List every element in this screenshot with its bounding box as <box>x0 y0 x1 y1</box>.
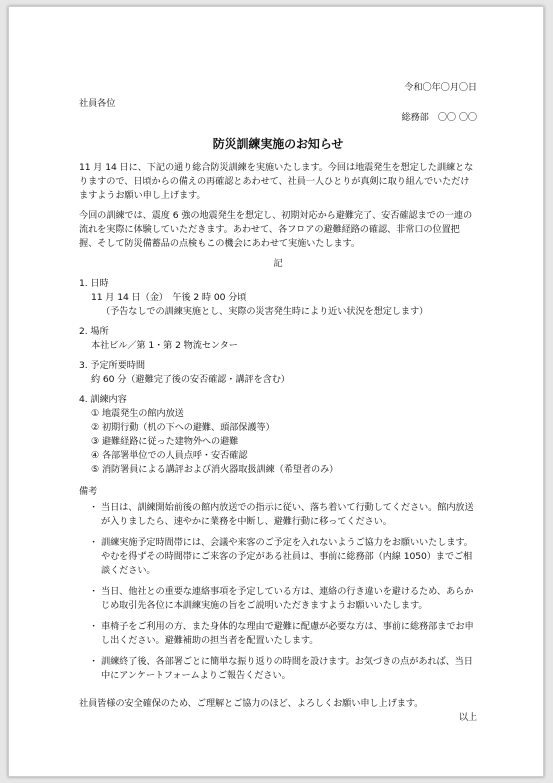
ijou-text: 以上 <box>458 712 477 723</box>
bullet-icon: ・ <box>89 502 99 513</box>
section-line: 約 60 分（避難完了後の安否確認・講評を含む） <box>91 374 290 385</box>
section-line: （予告なしでの訓練実施とし、実際の災害発生時により近い状況を想定します） <box>101 306 429 317</box>
note-text: 訓練実施予定時間帯には、会議や来客のご予定を入れないようご協力をお願いいたします。やむを得ずその時間帯にご来客の予定がある社員は、事前に総務部（内線 1050）までご相談ください。 <box>101 537 473 576</box>
section-datetime <box>79 277 477 319</box>
section-content <box>79 393 477 477</box>
recipient: 社員各位 <box>79 98 116 109</box>
list-item: ④ 各部署単位での人員点呼・安否確認 <box>91 450 248 461</box>
bullet-icon: ・ <box>89 656 99 667</box>
list-item: ③ 避難経路に従った建物外への避難 <box>91 436 239 447</box>
section-heading: 3. 予定所要時間 <box>79 360 145 371</box>
document-title: 防災訓練実施のお知らせ <box>212 137 344 151</box>
sender: 総務部 〇〇 〇〇 <box>401 112 477 123</box>
bullet-icon: ・ <box>89 586 99 597</box>
intro-paragraph-1: 11 月 14 日に、下記の通り総合防災訓練を実施いたします。今回は地震発生を想定した訓練となりますので、日頃からの備えの再確認とあわせて、社員一人ひとりが真剣に取り組んでいただけますようお願い申し上げます。 <box>79 162 474 201</box>
document-page <box>8 6 544 777</box>
list-item: ② 初期行動（机の下への避難、頭部保護等） <box>91 422 275 433</box>
note-text: 当日は、訓練開始前後の館内放送での指示に従い、落ち着いて行動してください。館内放送が入りましたら、速やかに業務を中断し、避難行動に移ってください。 <box>101 502 474 527</box>
note-item <box>79 655 477 683</box>
bullet-icon: ・ <box>89 537 99 548</box>
note-text: 車椅子をご利用の方、また身体的な理由で避難に配慮が必要な方は、事前に総務部までお申し出ください。避難補助の担当者を配置いたします。 <box>101 621 474 646</box>
document-body <box>79 81 477 725</box>
section-duration <box>79 359 477 387</box>
ki-heading: 記 <box>273 258 283 269</box>
closing-text: 社員皆様の安全確保のため、ご理解とご協力のほど、よろしくお願い申し上げます。 <box>79 698 424 709</box>
section-heading: 1. 日時 <box>79 278 109 289</box>
section-line: 本社ビル／第 1・第 2 物流センター <box>91 340 238 351</box>
note-item <box>79 501 477 529</box>
section-heading: 2. 場所 <box>79 326 109 337</box>
issue-date: 令和〇年〇月〇日 <box>404 82 477 93</box>
notes-heading: 備考 <box>79 486 98 497</box>
section-heading: 4. 訓練内容 <box>79 394 127 405</box>
note-text: 当日、他社との重要な連絡事項を予定している方は、連絡の行き違いを避けるため、あらかじめ取引先各位に本訓練実施の旨をご説明いただきますようお願いいたします。 <box>101 586 474 611</box>
bullet-icon: ・ <box>89 621 99 632</box>
note-item <box>79 536 477 578</box>
notes-list <box>79 501 477 683</box>
note-text: 訓練終了後、各部署ごとに簡単な振り返りの時間を設けます。お気づきの点があれば、当日中にアンケートフォームよりご報告ください。 <box>101 656 473 681</box>
list-item: ⑤ 消防署員による講評および消火器取扱訓練（希望者のみ） <box>91 464 339 475</box>
section-line: 11 月 14 日（金） 午後 2 時 00 分頃 <box>91 292 247 303</box>
note-item <box>79 620 477 648</box>
note-item <box>79 585 477 613</box>
list-item: ① 地震発生の館内放送 <box>91 408 184 419</box>
intro-paragraph-2: 今回の訓練では、震度 6 強の地震発生を想定し、初期対応から避難完了、安否確認までの一連の流れを実際に体験していただきます。あわせて、各フロアの避難経路の確認、非常口の位置把握、そして防災備蓄品の点検もこの機会にあわせて実施いたします。 <box>79 210 473 249</box>
section-location <box>79 325 477 353</box>
